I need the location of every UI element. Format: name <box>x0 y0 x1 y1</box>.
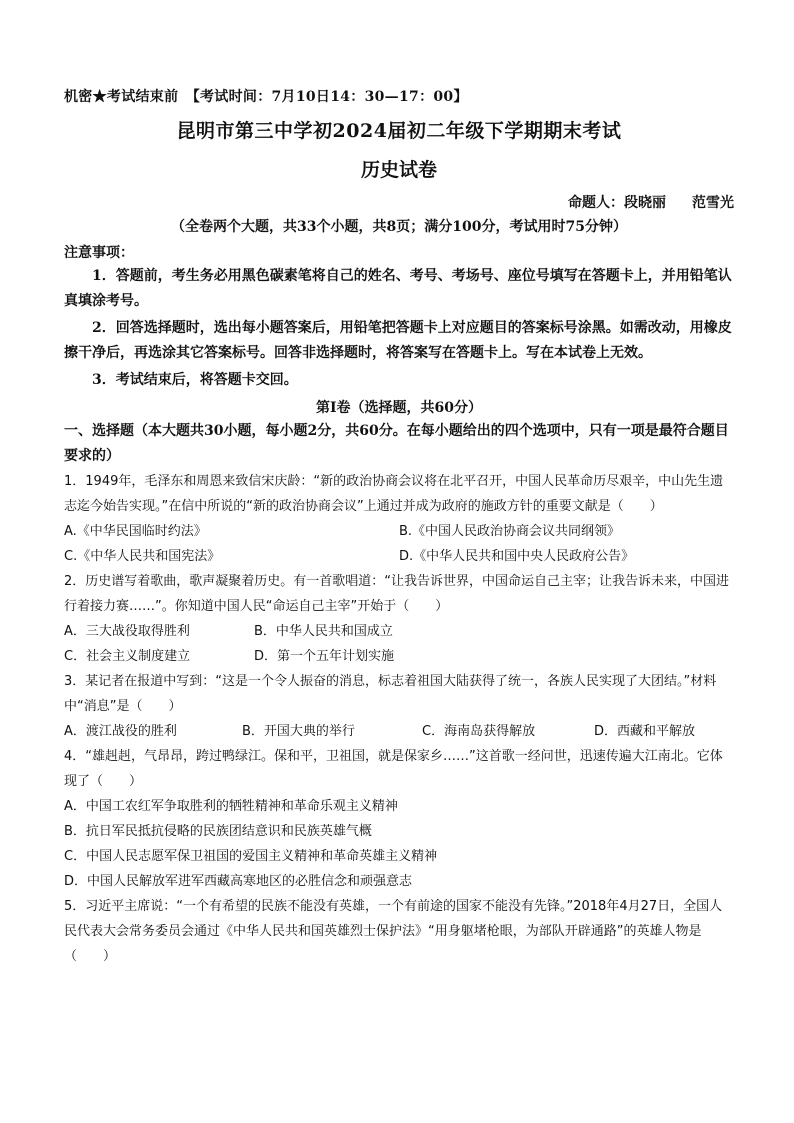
question-3-stem: 3．某记者在报道中写到：“这是一个令人振奋的消息，标志着祖国大陆获得了统一，各族人民实现了大团结。”材料中“消息”是（ ） <box>64 674 717 714</box>
authors-line <box>64 192 734 212</box>
question-2-options-row2 <box>64 644 734 669</box>
exam-page <box>64 86 734 969</box>
note-item: 2．回答选择题时，选出每小题答案后，用铅笔把答题卡上对应题目的答案标号涂黑。如需改动，用橡皮擦干净后，再选涂其它答案标号。回答非选择题时，将答案写在答题卡上。写在本试卷上无效。 <box>64 320 732 361</box>
note-item: 3．考试结束后，将答题卡交回。 <box>92 372 298 388</box>
question-4-stem: 4．“雄赳赳，气昂昂，跨过鸭绿江。保和平，卫祖国，就是保家乡……”这首歌一经问世，迅速传遍大江南北。它体现了（ ） <box>64 749 723 789</box>
option-b: B．抗日军民抵抗侵略的民族团结意识和民族英雄气概 <box>64 824 372 839</box>
exam-title: 昆明市第三中学初2024届初二年级下学期期末考试 <box>176 120 622 142</box>
option-d: D．中国人民解放军进军西藏高寒地区的必胜信念和顽强意志 <box>64 874 413 889</box>
question-3-options <box>64 719 734 744</box>
question-1-options-row1 <box>64 519 734 544</box>
option-d: D.《中华人民共和国中央人民政府公告》 <box>399 549 635 564</box>
section-heading: 一、选择题（本大题共30小题，每小题2分，共60分。在每小题给出的四个选项中，只有一项是最符合题目要求的） <box>64 423 729 464</box>
question-2-stem: 2．历史谱写着歌曲，歌声凝聚着历史。有一首歌唱道：“让我告诉世界，中国命运自己主宰；让我告诉未来，中国进行着接力赛……”。你知道中国人民“命运自己主宰”开始于（ ） <box>64 574 730 614</box>
question-1-options-row2 <box>64 544 734 569</box>
question-1-stem: 1．1949年，毛泽东和周恩来致信宋庆龄：“新的政治协商会议将在北平召开，中国人民革命历尽艰辛，中山先生遗志迄今始告实现。”在信中所说的“新的政治协商会议”上通过并成为政府的施政方针的重要文献是（ ） <box>64 474 724 514</box>
question-2-options-row1 <box>64 619 734 644</box>
option-a: A．渡江战役的胜利 <box>64 724 177 739</box>
question-5-stem: 5．习近平主席说：“一个有希望的民族不能没有英雄，一个有前途的国家不能没有先锋。”2018年4月27日，全国人民代表大会常务委员会通过《中华人民共和国英雄烈士保护法》“用身躯堵枪眼，为部队开辟通路”的英雄人物是（ ） <box>64 899 723 964</box>
option-c: C．社会主义制度建立 <box>64 649 191 664</box>
exam-subtitle: 历史试卷 <box>360 159 437 181</box>
option-a: A．三大战役取得胜利 <box>64 624 190 639</box>
option-c: C.《中华人民共和国宪法》 <box>64 549 221 564</box>
note-item: 1．答题前，考生务必用黑色碳素笔将自己的姓名、考号、考场号、座位号填写在答题卡上，并用铅笔认真填涂考号。 <box>64 268 732 309</box>
author-1: 命题人：段晓丽 <box>568 195 666 211</box>
option-d: D．西藏和平解放 <box>594 724 696 739</box>
option-b: B．开国大典的举行 <box>242 724 355 739</box>
option-c: C．海南岛获得解放 <box>422 724 536 739</box>
exam-summary: （全卷两个大题，共33个小题，共8页；满分100分，考试用时75分钟） <box>171 219 627 235</box>
option-b: B．中华人民共和国成立 <box>254 624 393 639</box>
option-b: B.《中国人民政治协商会议共同纲领》 <box>399 524 621 539</box>
confidential-line: 机密★考试结束前 【考试时间：7月10日14：30—17：00】 <box>64 89 468 105</box>
option-a: A.《中华民国临时约法》 <box>64 524 207 539</box>
notes-heading: 注意事项： <box>64 245 134 261</box>
volume-heading: 第Ⅰ卷（选择题，共60分） <box>315 400 483 416</box>
option-c: C．中国人民志愿军保卫祖国的爱国主义精神和革命英雄主义精神 <box>64 849 438 864</box>
option-d: D．第一个五年计划实施 <box>254 649 395 664</box>
option-a: A．中国工农红军争取胜利的牺牲精神和革命乐观主义精神 <box>64 799 398 814</box>
author-2: 范雪光 <box>692 195 734 211</box>
